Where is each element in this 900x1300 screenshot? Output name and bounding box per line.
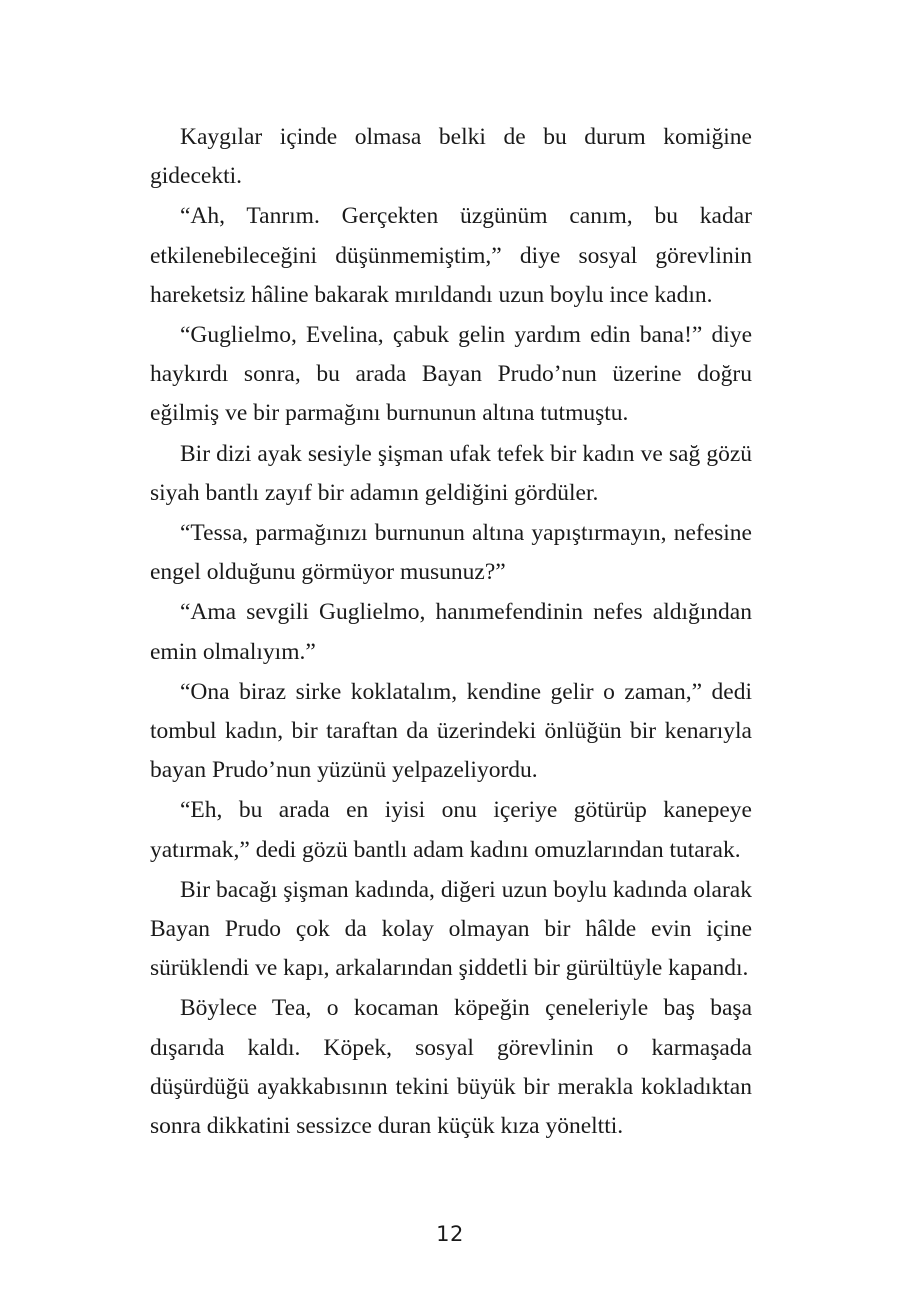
paragraph-2: “Ah, Tanrım. Gerçekten üzgünüm canım, bu kadar etkilenebileceğini düşünmemiştim,” diye sosyal görevlinin hareketsiz hâline bakarak mırıldandı uzun boylu ince kadın. (150, 203, 752, 308)
paragraph-6: “Ama sevgili Guglielmo, hanımefendinin nefes aldığından emin olmalıyım.” (150, 599, 752, 665)
paragraph-5: “Tessa, parmağınızı burnunun altına yapıştırmayın, nefesine engel olduğunu görmüyor musunuz?” (150, 520, 752, 586)
paragraph-3: “Guglielmo, Evelina, çabuk gelin yardım edin bana!” diye haykırdı sonra, bu arada Bayan Prudo’nun üzerine doğru eğilmiş ve bir parmağını burnunun altına tutmuştu. (150, 322, 752, 427)
page-body (150, 118, 752, 1146)
paragraph-8: “Eh, bu arada en iyisi onu içeriye götürüp kanepeye yatırmak,” dedi gözü bantlı adam kadını omuzlarından tutarak. (150, 797, 752, 863)
page-number: 12 (436, 1222, 464, 1246)
paragraph-10: Böylece Tea, o kocaman köpeğin çeneleriyle baş başa dışarıda kaldı. Köpek, sosyal görevlinin o karmaşada düşürdüğü ayakkabısının tekini büyük bir merakla kokladıktan sonra dikkatini sessizce duran küçük kıza yöneltti. (150, 995, 752, 1140)
paragraph-4: Bir dizi ayak sesiyle şişman ufak tefek bir kadın ve sağ gözü siyah bantlı zayıf bir adamın geldiğini gördüler. (150, 440, 752, 506)
paragraph-9: Bir bacağı şişman kadında, diğeri uzun boylu kadında olarak Bayan Prudo çok da kolay olmayan bir hâlde evin içine sürüklendi ve kapı, arkalarından şiddetli bir gürültüyle kapandı. (150, 876, 752, 982)
paragraph-1: Kaygılar içinde olmasa belki de bu durum komiğine gidecekti. (150, 124, 752, 190)
paragraph-7: “Ona biraz sirke koklatalım, kendine gelir o zaman,” dedi tombul kadın, bir taraftan da üzerindeki önlüğün bir kenarıyla bayan Prudo’nun yüzünü yelpazeliyordu. (150, 678, 752, 784)
